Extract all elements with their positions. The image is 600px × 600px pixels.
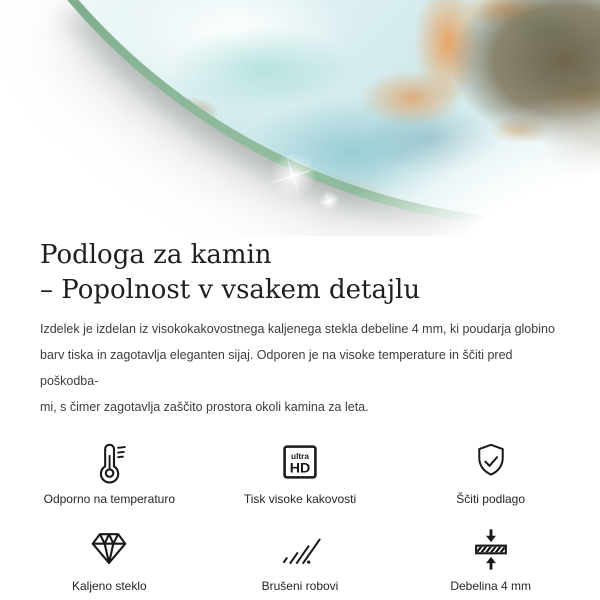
feature-protects-surface (456, 438, 525, 507)
feature-label: Kaljeno steklo (71, 579, 147, 593)
feature-polished-edges (262, 525, 339, 594)
feature-temperature-resistant (44, 438, 175, 507)
ultra-hd-icon-text-top: ultra (291, 451, 309, 461)
feature-label: Debelina 4 mm (450, 579, 532, 593)
feature-label: Tisk visoke kakovosti (243, 492, 357, 506)
intro-paragraph: Izdelek je izdelan iz visokokakovostnega kaljenega stekla debeline 4 mm, ki poudarja globino barv tiska in zagotavlja eleganten sijaj. Odporen je na visoke temperature in ščiti pred poškodba- mi, s čimer zagotavlja zaščito prostora okoli kamina za leta. (40, 322, 555, 414)
hero-image (0, 0, 600, 236)
glass-marble-art (0, 0, 600, 236)
feature-label: Odporno na temperaturo (43, 492, 176, 506)
page-title-line1: Podloga za kamin (40, 240, 272, 270)
page-title-line2: – Popolnost v vsakem detajlu (40, 275, 421, 305)
polished-edges-icon (278, 527, 322, 571)
feature-tempered-glass (72, 525, 147, 594)
ultra-hd-icon (278, 440, 322, 484)
page-title (40, 238, 560, 308)
feature-grid (14, 438, 586, 594)
thermometer-icon (86, 439, 132, 485)
feature-print-quality (244, 438, 356, 507)
feature-label: Ščiti podlago (456, 492, 526, 506)
feature-thickness (450, 525, 531, 594)
glass-edge (0, 0, 600, 236)
diamond-icon (86, 526, 132, 572)
feature-label: Brušeni robovi (261, 579, 339, 593)
thickness-icon (468, 526, 514, 572)
shield-check-icon (469, 440, 513, 484)
glass-pad-photo (0, 0, 600, 236)
ultra-hd-icon-text-bottom: HD (289, 460, 311, 477)
